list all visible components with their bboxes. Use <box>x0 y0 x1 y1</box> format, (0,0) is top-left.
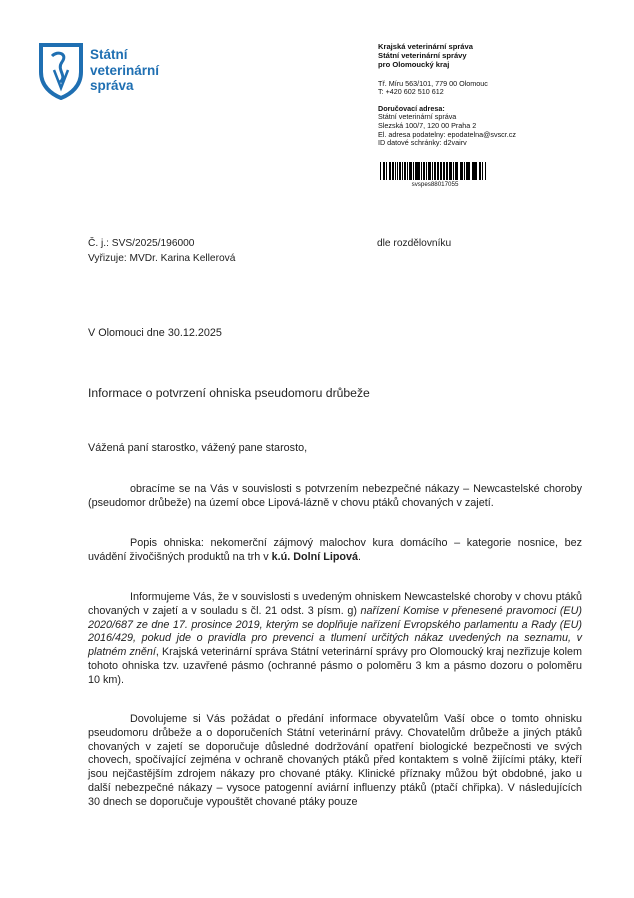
barcode-bar <box>446 162 447 180</box>
delivery-line-2: Slezská 100/7, 120 00 Praha 2 <box>378 120 477 130</box>
barcode-bar <box>389 162 391 180</box>
paragraph-4: Dovolujeme si Vás požádat o předání informace obyvatelům Vaší obce o tomto ohnisku pseudomoru drůbeže a o doporučeních Státní veterinární právy. Chovatelům drůbeže a jiných ptáků chovaných v zajetí se doporučuje důsledné dodržování opatření biologické bezpečnosti ve svých chovech, spočívající zejména v ochraně chovaných ptáků před kontaktem s volně žijícími ptáky, kteří jsou nejčastějším zdrojem nákazy pro chované ptáky. Klinické příznaky můžou být obdobné, jako u další nebezpečné nákazy – vysoce patogenní aviární influenzy ptáků (ptačí chřipka). V následujících 30 dnech se doporučuje vypouštět chované ptáky pouze <box>88 713 582 808</box>
subject-heading: Informace o potvrzení ohniska pseudomoru drůbeže <box>88 386 370 400</box>
barcode-bar <box>437 162 439 180</box>
handled-by: Vyřizuje: MVDr. Karina Kellerová <box>88 253 236 264</box>
barcode-bar <box>453 162 454 180</box>
barcode-bar <box>475 162 477 180</box>
logo <box>38 42 198 102</box>
paragraph-2 <box>88 537 582 565</box>
office-name-2: Státní veterinární správy <box>378 51 467 61</box>
paragraph-2-text: Popis ohniska: nekomerční zájmový malochov kura domácího – kategorie nosnice, bez uvádění živočišných produktů na trh v <box>88 537 582 563</box>
barcode-bar <box>392 162 393 180</box>
barcode-bar <box>450 162 451 180</box>
barcode-bar <box>409 162 410 180</box>
barcode-bar <box>432 162 433 180</box>
barcode-bar <box>434 162 435 180</box>
paragraph-1: obracíme se na Vás v souvislosti s potvrzením nebezpečné nákazy – Newcastelské choroby (pseudomor drůbeže) na území obce Lipová-lázně v chovu ptáků chovaných v zajetí. <box>88 483 582 509</box>
regulation-citation: nařízení Komise v přenesené pravomoci (EU) 2020/687 ze dne 17. prosince 2019, kterým se doplňuje nařízení Evropského parlamentu a Rady (EU) 2016/429, pokud jde o pravidla pro prevenci a tlumení určitých nákaz uvedených na seznamu, v platném znění <box>88 604 583 659</box>
barcode-bar <box>440 162 441 180</box>
barcode-bar <box>466 162 467 180</box>
barcode-bar <box>443 162 444 180</box>
barcode-bar <box>380 162 381 180</box>
barcode-bar <box>393 162 394 180</box>
barcode-bar <box>413 162 414 180</box>
svs-shield-icon <box>38 42 84 100</box>
barcode-bar <box>383 162 384 180</box>
barcode-bar <box>423 162 425 180</box>
barcode-bar <box>399 162 400 180</box>
barcode <box>380 162 490 188</box>
barcode-bar <box>421 162 422 180</box>
barcode-bar <box>460 162 461 180</box>
office-phone: T: +420 602 510 612 <box>378 87 444 97</box>
barcode-bar <box>485 162 486 180</box>
barcode-bar <box>407 162 408 180</box>
barcode-bar <box>455 162 456 180</box>
barcode-bar <box>449 162 450 180</box>
office-address: Tř. Míru 563/101, 779 00 Olomouc <box>378 78 488 88</box>
delivery-line-4: ID datové schránky: d2vairv <box>378 138 467 148</box>
barcode-bar <box>429 162 430 180</box>
barcode-bar <box>402 162 403 180</box>
logo-line-3: správa <box>90 78 134 93</box>
barcode-bar <box>469 162 470 180</box>
delivery-line-1: Státní veterinární správa <box>378 112 457 122</box>
barcode-bar <box>461 162 462 180</box>
barcode-bar <box>410 162 411 180</box>
reference-number: Č. j.: SVS/2025/196000 <box>88 238 195 249</box>
barcode-bars <box>380 162 490 180</box>
recipient: dle rozdělovníku <box>377 238 452 249</box>
office-name-3: pro Olomoucký kraj <box>378 60 450 70</box>
barcode-bar <box>397 162 398 180</box>
barcode-bar <box>473 162 474 180</box>
barcode-bar <box>428 162 429 180</box>
paragraph-3-b: , Krajská veterinární správa Státní veterinární správy pro Olomoucký kraj nezřizuje kolem tohoto ohniska tzv. uzavřené pásmo (ochranné pásmo o poloměru 3 km a pásmo dozoru o poloměru 10 km). <box>88 646 582 686</box>
barcode-bar <box>444 162 445 180</box>
barcode-bar <box>479 162 480 180</box>
barcode-bar <box>467 162 468 180</box>
delivery-title: Doručovací adresa: <box>378 103 445 113</box>
office-name-1: Krajská veterinární správa <box>378 42 473 51</box>
barcode-bar <box>418 162 419 180</box>
barcode-bar <box>415 162 416 180</box>
date-line: V Olomouci dne 30.12.2025 <box>88 327 222 339</box>
paragraph-3 <box>88 591 582 688</box>
office-address-block <box>378 42 598 148</box>
barcode-bar <box>464 162 465 180</box>
paragraph-2-end: . <box>358 550 362 563</box>
barcode-bar <box>426 162 427 180</box>
barcode-text: svspes88017055 <box>411 181 459 188</box>
cadastral-area: k.ú. Dolní Lipová <box>271 550 359 563</box>
barcode-bar <box>480 162 481 180</box>
barcode-bar <box>472 162 473 180</box>
salutation: Vážená paní starostko, vážený pane starosto, <box>88 442 308 454</box>
barcode-bar <box>384 162 385 180</box>
barcode-bar <box>404 162 406 180</box>
paragraph-3-a: Informujeme Vás, že v souvislosti s uvedeným ohniskem Newcastelské choroby v chovu ptáků chovaných v zajetí a v souladu s čl. 21 odst. 3 písm. g) <box>88 591 582 617</box>
logo-line-2: veterinární <box>90 62 160 78</box>
barcode-bar <box>395 162 396 180</box>
delivery-line-3: El. adresa podatelny: epodatelna@svscr.cz <box>378 129 516 139</box>
barcode-bar <box>435 162 436 180</box>
barcode-bar <box>482 162 483 180</box>
barcode-bar <box>386 162 387 180</box>
barcode-bar <box>456 162 458 180</box>
logo-line-1: Státní <box>90 47 128 62</box>
barcode-bar <box>416 162 417 180</box>
